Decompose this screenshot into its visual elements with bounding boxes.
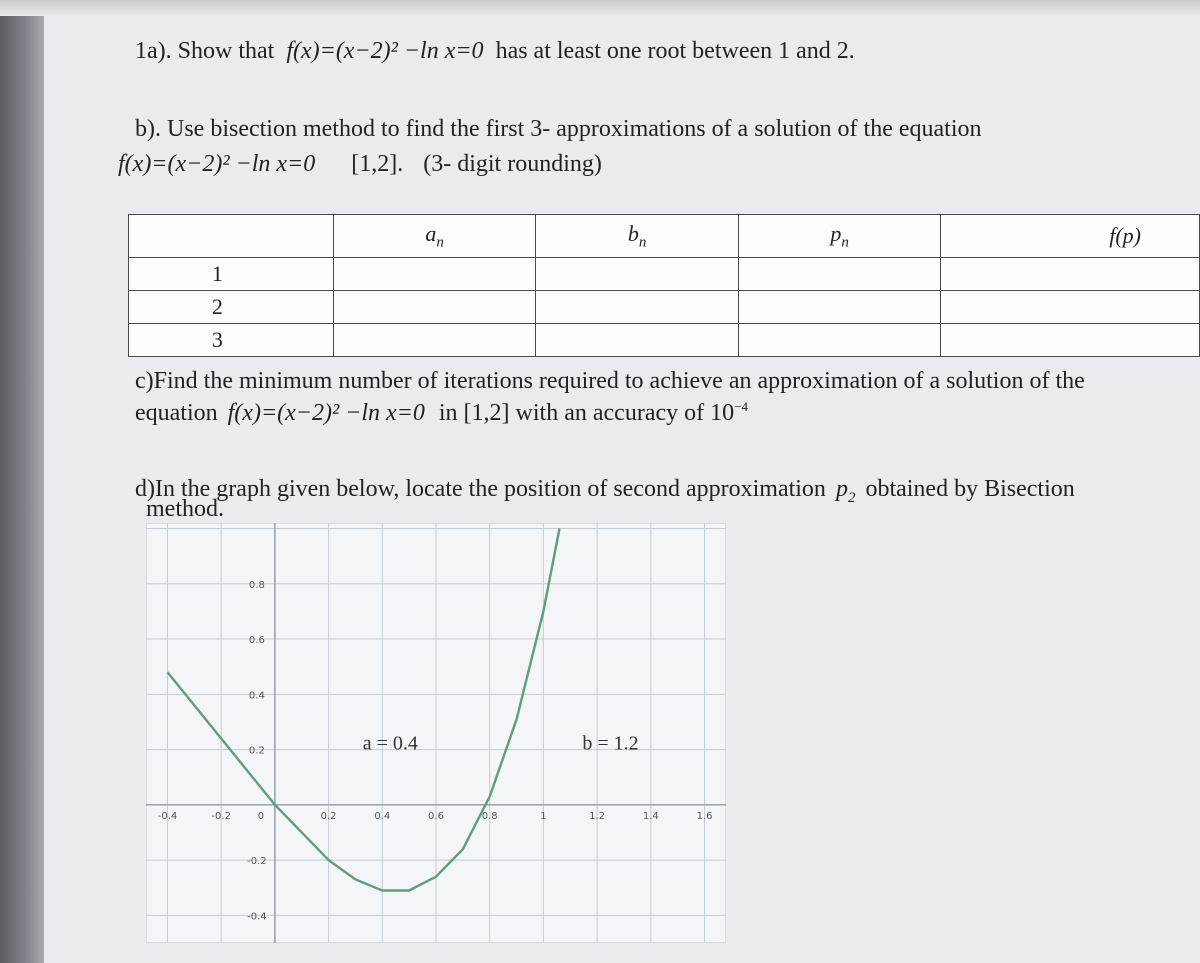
table-row bbox=[129, 258, 1200, 291]
part-d-line2 bbox=[146, 496, 224, 523]
x-tick-label: 1.6 bbox=[696, 810, 713, 822]
header-fp: f(p) bbox=[941, 215, 1200, 258]
header-n bbox=[129, 215, 334, 258]
row-index: 2 bbox=[129, 291, 334, 324]
x-tick-label: 0 bbox=[257, 810, 265, 822]
cell-b[interactable] bbox=[536, 324, 738, 357]
cell-p[interactable] bbox=[738, 291, 940, 324]
x-tick-label: 0.2 bbox=[320, 810, 337, 822]
part-b-rounding: (3- digit rounding) bbox=[423, 151, 602, 177]
graph-svg bbox=[146, 523, 726, 943]
part-d-p-symbol: $p_2$ bbox=[835, 476, 856, 506]
y-tick-label: 0.2 bbox=[248, 745, 265, 757]
y-tick-label: 0.6 bbox=[248, 635, 265, 647]
table-row bbox=[129, 324, 1200, 357]
part-a-suffix: has at least one root between 1 and 2. bbox=[495, 38, 855, 64]
part-b-line2 bbox=[118, 151, 602, 178]
cell-a[interactable] bbox=[333, 291, 535, 324]
x-tick-label: 1 bbox=[540, 810, 547, 822]
y-tick-label: 0.8 bbox=[248, 579, 265, 591]
x-tick-label: 0.6 bbox=[428, 810, 444, 822]
part-c-equation: f(x)=(x−2)² −ln x=0 bbox=[227, 400, 425, 426]
x-tick-label: -0.4 bbox=[157, 810, 178, 822]
part-b-line1 bbox=[135, 116, 982, 143]
cell-p[interactable] bbox=[738, 258, 940, 291]
header-p: $p_n$ bbox=[738, 215, 940, 258]
row-index: 1 bbox=[129, 258, 334, 291]
function-graph bbox=[146, 523, 726, 943]
part-b-interval: [1,2]. bbox=[351, 151, 404, 177]
row-index: 3 bbox=[129, 324, 334, 357]
label-a-value: a = 0.4 bbox=[362, 732, 418, 755]
cell-a[interactable] bbox=[333, 324, 535, 357]
part-d-text-post: obtained by Bisection bbox=[865, 476, 1075, 502]
part-d-text-pre: d)In the graph given below, locate the position of second approximation bbox=[135, 476, 826, 502]
x-tick-label: 0.8 bbox=[481, 810, 498, 822]
cell-b[interactable] bbox=[536, 291, 738, 324]
part-a-line bbox=[135, 38, 855, 65]
cell-fp[interactable] bbox=[941, 258, 1200, 291]
table-row bbox=[129, 291, 1200, 324]
cell-a[interactable] bbox=[333, 258, 535, 291]
part-b-equation: f(x)=(x−2)² −ln x=0 bbox=[118, 151, 316, 177]
screen-top-shadow bbox=[0, 0, 1200, 16]
part-c-line2 bbox=[135, 399, 748, 427]
header-b: $b_n$ bbox=[536, 215, 738, 258]
x-tick-label: -0.2 bbox=[211, 810, 231, 822]
label-b-value: b = 1.2 bbox=[582, 732, 639, 755]
part-d-method: method. bbox=[146, 496, 224, 522]
x-tick-label: 1.2 bbox=[589, 810, 606, 822]
part-a-label: 1a). Show that bbox=[135, 38, 275, 64]
part-c-text: c)Find the minimum number of iterations required to achieve an approximation of a solution of the bbox=[135, 368, 1085, 394]
header-a: $a_n$ bbox=[333, 215, 535, 258]
part-b-text: b). Use bisection method to find the first 3- approximations of a solution of the equation bbox=[135, 116, 982, 142]
cell-p[interactable] bbox=[738, 324, 940, 357]
part-c-prefix: equation bbox=[135, 400, 218, 426]
y-tick-label: -0.2 bbox=[247, 856, 267, 868]
y-tick-label: 0.4 bbox=[248, 690, 265, 702]
cell-fp[interactable] bbox=[941, 291, 1200, 324]
part-c-line1 bbox=[135, 368, 1085, 395]
screen-bezel bbox=[0, 0, 44, 963]
part-c-exponent: −4 bbox=[734, 399, 748, 414]
cell-b[interactable] bbox=[536, 258, 738, 291]
part-a-equation: f(x)=(x−2)² −ln x=0 bbox=[286, 38, 484, 64]
part-c-suffix: in [1,2] with an accuracy of 10 bbox=[438, 400, 735, 426]
table-header-row bbox=[129, 215, 1200, 258]
y-tick-label: -0.4 bbox=[247, 911, 267, 923]
x-tick-label: 1.4 bbox=[642, 810, 659, 822]
part-d-line1 bbox=[135, 476, 1075, 507]
bisection-table bbox=[128, 214, 1200, 357]
cell-fp[interactable] bbox=[941, 324, 1200, 357]
x-tick-label: 0.4 bbox=[374, 810, 391, 822]
